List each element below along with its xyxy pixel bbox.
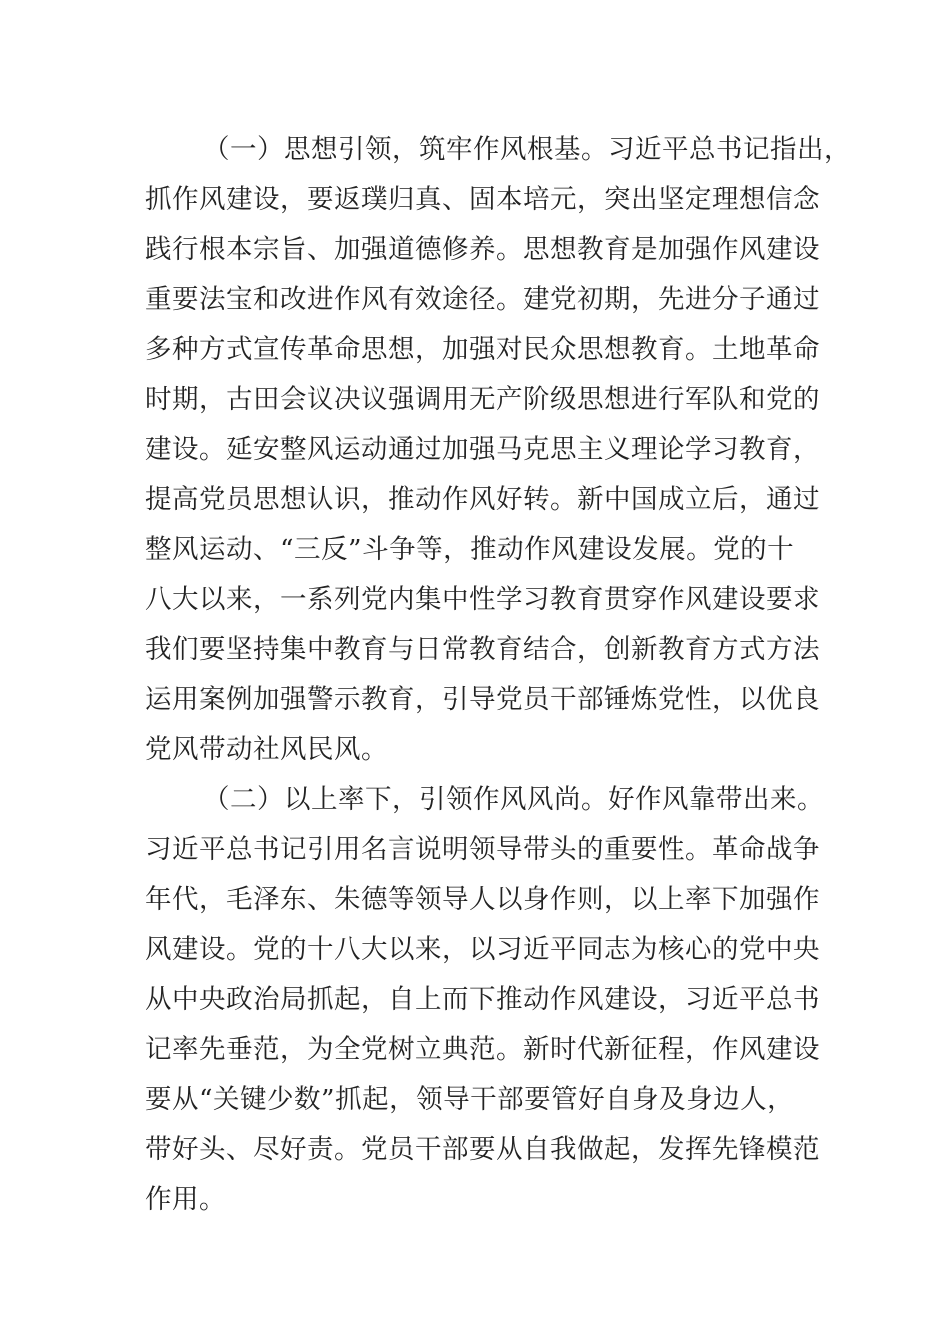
text-line: 作用。	[145, 1184, 226, 1215]
text-line: 从中央政治局抓起，自上而下推动作风建设，习近平总书	[145, 984, 820, 1015]
text-line: 提高党员思想认识，推动作风好转。新中国成立后，通过	[145, 484, 820, 515]
text-line: 年代，毛泽东、朱德等领导人以身作则，以上率下加强作	[145, 884, 820, 915]
text-line: 抓作风建设，要返璞归真、固本培元，突出坚定理想信念	[145, 184, 820, 215]
text-line: 多种方式宣传革命思想，加强对民众思想教育。土地革命	[145, 334, 820, 365]
text-line: （一）思想引领，筑牢作风根基。习近平总书记指出，	[203, 134, 851, 165]
text-line: 我们要坚持集中教育与日常教育结合，创新教育方式方法	[145, 634, 820, 665]
text-line: 建设。延安整风运动通过加强马克思主义理论学习教育，	[145, 434, 820, 465]
text-line: 践行根本宗旨、加强道德修养。思想教育是加强作风建设	[145, 234, 820, 265]
text-line: 风建设。党的十八大以来，以习近平同志为核心的党中央	[145, 934, 820, 965]
text-line: 运用案例加强警示教育，引导党员干部锤炼党性，以优良	[145, 684, 820, 715]
text-line: 记率先垂范，为全党树立典范。新时代新征程，作风建设	[145, 1034, 820, 1065]
text-line: 八大以来，一系列党内集中性学习教育贯穿作风建设要求	[145, 584, 820, 615]
text-line: 时期，古田会议决议强调用无产阶级思想进行军队和党的	[145, 384, 820, 415]
text-line: 党风带动社风民风。	[145, 734, 388, 765]
text-line: 习近平总书记引用名言说明领导带头的重要性。革命战争	[145, 834, 820, 865]
text-line: 带好头、尽好责。党员干部要从自我做起，发挥先锋模范	[145, 1134, 820, 1165]
text-line: 要从“关键少数”抓起，领导干部要管好自身及身边人，	[145, 1084, 795, 1115]
text-line: 重要法宝和改进作风有效途径。建党初期，先进分子通过	[145, 284, 820, 315]
text-line: 整风运动、“三反”斗争等，推动作风建设发展。党的十	[145, 534, 795, 565]
text-line: （二）以上率下，引领作风风尚。好作风靠带出来。	[203, 784, 824, 815]
